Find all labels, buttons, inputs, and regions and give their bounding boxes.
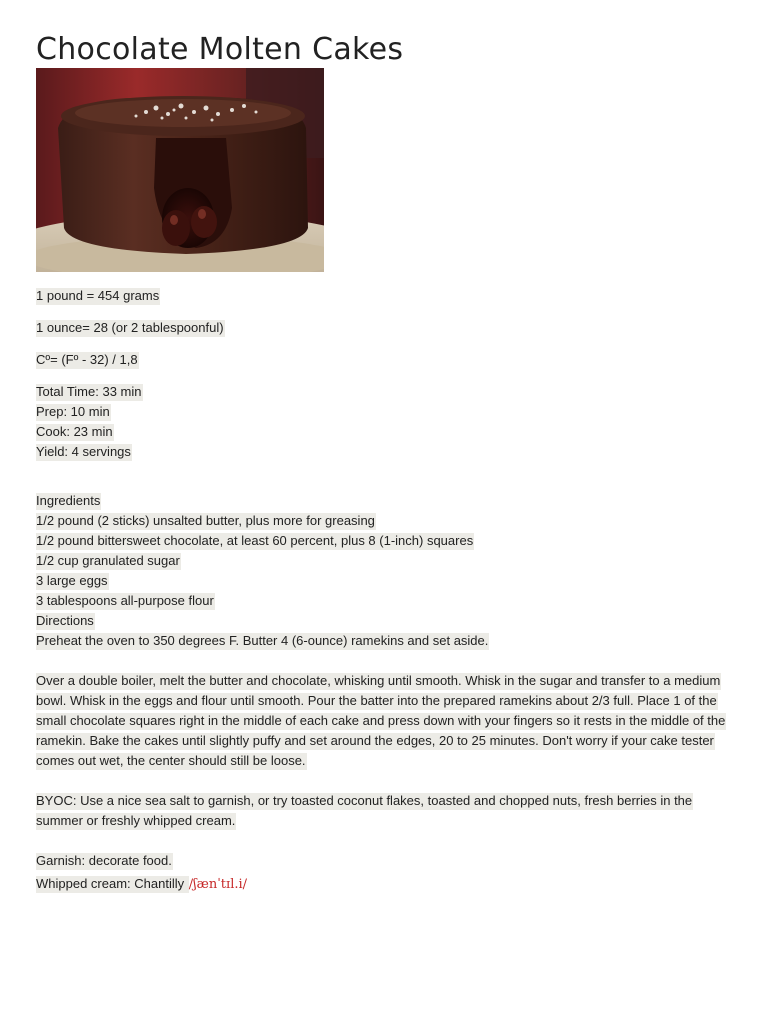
ingredient-item: 1/2 pound (2 sticks) unsalted butter, plus more for greasing [36,513,375,528]
byoc-note: BYOC: Use a nice sea salt to garnish, or try toasted coconut flakes, toasted and chopped nuts, fresh berries in the summer or freshly whipped cream. [36,793,693,828]
conversion-temperature: Cº= (Fº - 32) / 1,8 [36,352,138,367]
page-title: Chocolate Molten Cakes [36,32,404,67]
ingredients-heading: Ingredients [36,493,101,508]
cook-time: Cook: 23 min [36,424,113,439]
conversion-pound: 1 pound = 454 grams [36,288,160,303]
ingredient-item: 1/2 pound bittersweet chocolate, at least 60 percent, plus 8 (1-inch) squares [36,533,474,548]
ingredient-item: 1/2 cup granulated sugar [36,553,180,568]
whipped-cream-note: Whipped cream: Chantilly [36,876,188,891]
garnish-note: Garnish: decorate food. [36,853,172,868]
directions-heading: Directions [36,613,94,628]
yield: Yield: 4 servings [36,444,131,459]
pronunciation-ipa: /ʃænˈtɪl.i/ [188,877,248,892]
conversion-ounce: 1 ounce= 28 (or 2 tablespoonful) [36,320,224,335]
prep-time: Prep: 10 min [36,404,110,419]
total-time: Total Time: 33 min [36,384,142,399]
recipe-body [36,286,726,895]
direction-step-2: Over a double boiler, melt the butter and chocolate, whisking until smooth. Whisk in the sugar and transfer to a medium bowl. Whisk in the eggs and flour until smooth. Pour the batter into the prepared ramekins about 2/3 full. Place 1 of the small chocolate squares right in the middle of each cake and press down with your fingers so it rests in the middle of the ramekin. Bake the cakes until slightly puffy and set around the edges, 20 to 25 minutes. Don't worry if your cake tester comes out wet, the center should still be loose. [36,673,726,768]
cake-photo [36,68,324,272]
ingredient-item: 3 large eggs [36,573,108,588]
ingredient-item: 3 tablespoons all-purpose flour [36,593,214,608]
direction-step-1: Preheat the oven to 350 degrees F. Butter 4 (6-ounce) ramekins and set aside. [36,633,489,648]
